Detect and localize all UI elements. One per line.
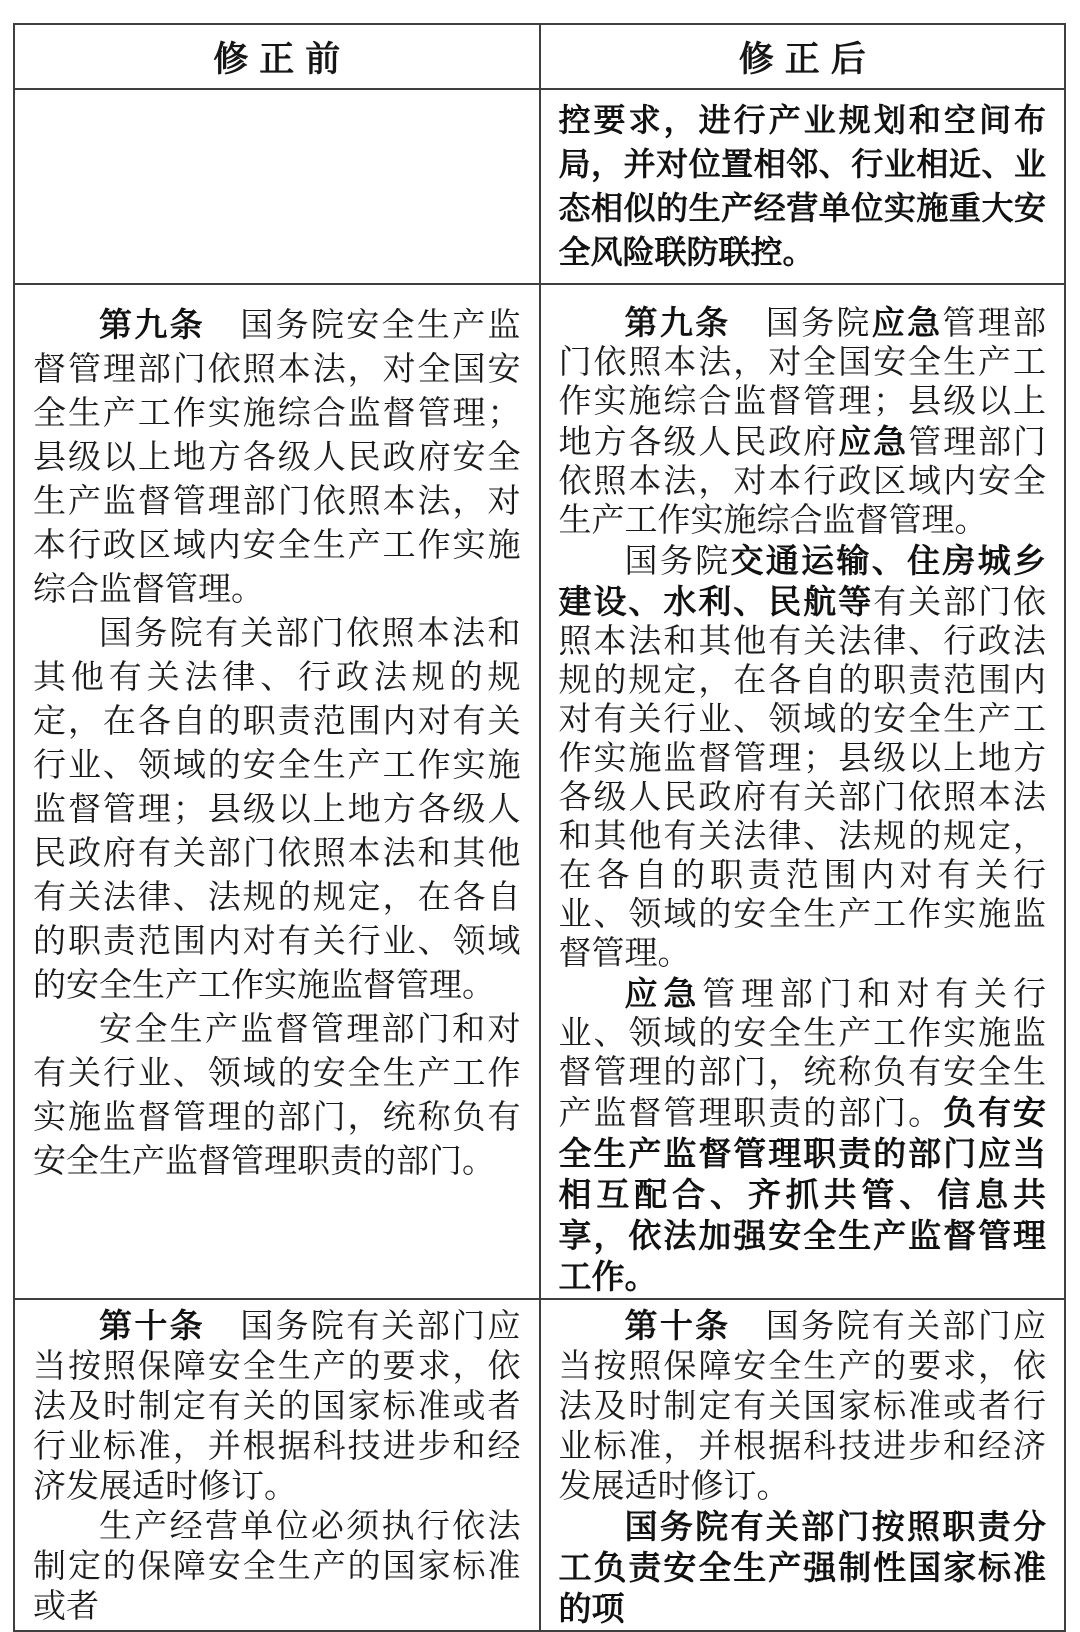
cell-after	[540, 284, 1066, 1299]
paragraph	[559, 974, 1047, 1298]
header-cell-before: 修正前	[14, 24, 540, 89]
cell-before	[14, 284, 540, 1299]
cell-after	[540, 89, 1066, 284]
bold-text-run: 应急	[624, 975, 703, 1012]
cell-before	[14, 1299, 540, 1631]
bold-text-run: 第十条	[99, 1307, 205, 1344]
text-run: 国务院有关部门应当按照保障安全生产的要求，依法及时制定有关的国家标准或者行业标准，并根据科技进步和经济发展适时修订。	[33, 1309, 521, 1505]
text-run: 有关部门依照本法和其他有关法律、行政法规的规定，在各自的职责范围内对有关行业、领域的安全生产工作实施监督管理；县级以上地方各级人民政府有关部门依照本法和其他有关法律、法规的规定，在各自的职责范围内对有关行业、领域的安全生产工作实施监督管理。	[558, 585, 1047, 972]
bold-text-run: 第九条	[624, 304, 731, 341]
table-row	[14, 284, 1065, 1299]
bold-text-run: 第十条	[624, 1307, 731, 1344]
paragraph	[559, 98, 1047, 274]
table-row	[14, 89, 1065, 284]
paragraph	[33, 1008, 521, 1184]
text-run: 管理部门依照本法，对全国安全生产工作实施综合监督管理；县级以上地方各级人民政府	[558, 306, 1047, 461]
text-run: 国务院有关部门应当按照保障安全生产的要求，依法及时制定有关国家标准或者行业标准，并根据科技进步和经济发展适时修订。	[558, 1309, 1047, 1505]
header-row	[14, 24, 1065, 89]
cell-after	[540, 1299, 1066, 1631]
cell-before	[14, 89, 540, 284]
paragraph	[559, 1507, 1047, 1630]
text-run: 国务院安全生产监督管理部门依照本法，对全国安全生产工作实施综合监督管理；县级以上地方各级人民政府安全生产监督管理部门依照本法，对本行政区域内安全生产工作实施综合监督管理。	[33, 308, 521, 608]
text-run: 国务院有关部门依照本法和其他有关法律、行政法规的规定，在各自的职责范围内对有关行业、领域的安全生产工作实施监督管理；县级以上地方各级人民政府有关部门依照本法和其他有关法律、法规的规定，在各自的职责范围内对有关行业、领域的安全生产工作实施监督管理。	[33, 616, 521, 1004]
text-run: 管理部门依照本法，对本行政区域内安全生产工作实施综合监督管理。	[558, 425, 1047, 539]
paragraph	[559, 541, 1047, 974]
table-row	[14, 1299, 1065, 1631]
table-body	[14, 89, 1065, 1631]
bold-text-run: 交通运输、住房城乡建设、水利、民航等	[558, 542, 1047, 620]
bold-text-run: 控要求，进行产业规划和空间布局，并对位置相邻、行业相近、业态相似的生产经营单位实施重大安全风险联防联控。	[558, 102, 1046, 270]
bold-text-run: 应急	[871, 304, 943, 341]
text-run: 管理部门和对有关行业、领域的安全生产工作实施监督管理的部门，统称负有安全生产监督管理职责的部门。	[558, 977, 1047, 1132]
bold-text-run: 负有安全生产监督管理职责的部门应当相互配合、齐抓共管、信息共享，依法加强安全生产监督管理工作。	[558, 1094, 1047, 1295]
header-cell-after: 修正后	[540, 24, 1066, 89]
text-run: 国务院	[624, 544, 731, 580]
text-run: 国务院	[730, 306, 872, 342]
text-run: 安全生产监督管理部门和对有关行业、领域的安全生产工作实施监督管理的部门，统称负有安全生产监督管理职责的部门。	[33, 1012, 521, 1180]
bold-text-run: 应急	[838, 423, 909, 460]
paragraph	[33, 1306, 521, 1507]
text-run: 生产经营单位必须执行依法制定的保障安全生产的国家标准或者	[33, 1509, 521, 1625]
paragraph	[559, 1306, 1047, 1507]
paragraph	[33, 612, 521, 1008]
amendment-comparison-table	[13, 23, 1066, 1632]
paragraph	[33, 303, 521, 612]
bold-text-run: 国务院有关部门按照职责分工负责安全生产强制性国家标准的项	[558, 1508, 1046, 1627]
paragraph	[559, 303, 1047, 541]
bold-text-run: 第九条	[99, 306, 205, 343]
paragraph	[33, 1507, 521, 1627]
